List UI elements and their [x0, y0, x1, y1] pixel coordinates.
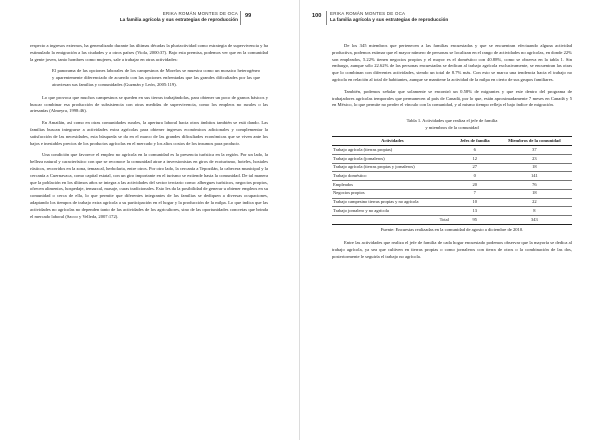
cell-heads: 0 — [453, 172, 497, 181]
cell-members: 18 — [497, 189, 572, 198]
cell-heads: 20 — [453, 181, 497, 190]
total-label: Total — [332, 215, 453, 224]
table-total-row — [332, 215, 572, 224]
cell-heads: 27 — [453, 163, 497, 172]
cell-members: 37 — [497, 146, 572, 155]
cell-heads: 6 — [453, 146, 497, 155]
table-caption — [332, 118, 572, 132]
right-page-number: 100 — [312, 13, 322, 19]
cell-activity: Trabajo agrícola (tierras propias y jornaleros) — [332, 163, 453, 172]
table-row — [332, 198, 572, 207]
table-row — [332, 181, 572, 190]
right-closing-paragraph: Entre las actividades que realiza el jefe de familia de cada hogar encuestado podemos observar que la mayoría se dedica al trabajo agrícola, ya sea que cultiven en tierras propias o como jornaleros con tierra de otros o la combinación de las dos, posteriormente le seguiría el trabajo no agrícola. — [332, 240, 572, 259]
cell-members: 76 — [497, 181, 572, 190]
left-block-quote: El panorama de las opciones laborales de los campesinos de Morelos se muestra como un mosaico heterogéneo y aparentemente diferenciado de acuerdo con las opciones enfrentadas que las grandes dificultades por las que atraviesan sus familias y comunidades (Guzmán y León, 2005:119). — [52, 68, 260, 87]
right-paragraph-2: También, podemos señalar que solamente se encontró un 0.58% de migrantes y que este dentro del programa de trabajadores agrícolas temporales que permanecen al país de Canadá, por lo que, están aproximadamente 7 meses en Canadá y 5 en México, lo que permite no perder el vínculo con la comunidad, y al mismo tiempo refleja el bajo índice de migración. — [332, 88, 572, 108]
activities-table — [332, 136, 572, 225]
column-header-members: Miembros de la comunidad — [497, 136, 572, 146]
right-running-header — [330, 11, 490, 23]
cell-members: 22 — [497, 198, 572, 207]
left-paragraph-3: En Amatlán, así como en otras comunidades rurales, la apertura laboral hacia otros ámbitos también se está dando. Las familias buscan integrarse a actividades extra agrícolas para obtener ingresos económicos adicionales y complementar la satisfacción de las necesidades, esta búsqueda se da en el marco de las grandes dificultades económicas que se viven ante los bajos e inestables precios de los productos agrícolas en el mercado y los altos costos de los insumos para producir. — [30, 120, 268, 146]
table-row — [332, 172, 572, 181]
total-members: 343 — [497, 215, 572, 224]
left-header-divider — [240, 11, 241, 25]
cell-heads: 10 — [453, 198, 497, 207]
table-caption-line-1: Tabla 1. Actividades que realiza el jefe de familia — [406, 118, 498, 124]
left-running-header — [98, 11, 238, 23]
cell-activity: Trabajo jornalero y no agrícola — [332, 207, 453, 216]
cell-members: 141 — [497, 172, 572, 181]
left-paragraph-4: Una condición que favorece el empleo no agrícola en la comunidad es la presencia turística en la región. Por un lado, la belleza natural y característico con que se reconoce la comunidad atrae a inversionistas en giros de ecoturismo, hoteles, hostales rústicos, recorridos en la zona, temazcal, herbolaria, entre otros. Por otro lado, la cercanía a Tepoztlán, la cabecera municipal y la cercanía a Cuernavaca, como capital estatal, con un giro importante en el turismo se extiende hasta la comunidad. De tal manera que la población en los últimos años se integra a las actividades del sector terciario como: albergues turísticos, negocios propios, ofrecen alimentos, hospedaje, temazcal, masaje, curas tradicionales. Esto les da la posibilidad de generar u obtener empleos en su comunidad o cerca de ella, lo que permite que diferentes integrantes de las familias se dediquen a diversas ocupaciones, adaptando los tiempos de trabajo extra agrícola a su participación en el hogar y la producción de la milpa. Lo que indica que las actividades no agrícolas no dependen tanto de las actividades de los agricultores, sino de las oportunidades concretas que brinda el mercado laboral (Sacco y Velleda, 2007:172). — [30, 152, 268, 219]
cell-members: 23 — [497, 154, 572, 163]
cell-members: 8 — [497, 207, 572, 216]
table-row — [332, 207, 572, 216]
right-paragraph-1: De los 345 miembros que pertenecen a las familias encuestadas y que se encuentran efectuando alguna actividad productiva, podemos estimar que el mayor número de personas se localizan en el rango de actividades no agrícolas, en donde 22% son empleados, 5.22% tienen negocios propios y el mayor es el doméstico con 40.88%, como se observa en la tabla 1. Sin embargo, aunque sólo 22.62% de las personas encuestadas se dedican al trabajo agrícola exclusivamente, se encuentran las otras que lo combinan con diferentes actividades, siendo un total de 8.7% más. Con esto se marca una tendencia hacia el trabajo no agrícola en relación al total de habitantes, aunque se mantiene la actividad de la milpa en cierto de sus grupos familiares. — [332, 43, 572, 82]
right-header-author: ERIKA ROMÁN MONTES DE OCA — [330, 11, 406, 16]
left-page-number: 99 — [245, 13, 252, 19]
cell-activity: Empleados — [332, 181, 453, 190]
cell-activity: Trabajo agrícola (tierras propias) — [332, 146, 453, 155]
right-header-title: La familia agrícola y sus estrategias de reproducción — [330, 17, 449, 23]
right-body-text — [332, 43, 572, 266]
table-header-row — [332, 136, 572, 146]
column-header-heads: Jefes de familia — [453, 136, 497, 146]
cell-activity: Negocios propios — [332, 189, 453, 198]
table-row — [332, 189, 572, 198]
cell-activity: Trabajo agrícola (jornaleros) — [332, 154, 453, 163]
table-row — [332, 154, 572, 163]
left-header-title: La familia agrícola y sus estrategias de reproducción — [119, 17, 238, 23]
cell-members: 18 — [497, 163, 572, 172]
left-header-author: ERIKA ROMÁN MONTES DE OCA — [162, 11, 238, 16]
table-row — [332, 146, 572, 155]
cell-heads: 12 — [453, 154, 497, 163]
left-body-text — [30, 43, 268, 225]
cell-activity: Trabajo campesino tierras propias y no agrícola — [332, 198, 453, 207]
total-heads: 95 — [453, 215, 497, 224]
table-row — [332, 163, 572, 172]
table-source-note: Fuente: Encuestas realizadas en la comunidad de agosto a diciembre de 2010. — [380, 226, 524, 232]
cell-heads: 13 — [453, 207, 497, 216]
table-caption-line-2: y miembros de la comunidad — [425, 124, 479, 130]
column-header-activities: Actividades — [332, 136, 453, 146]
right-header-divider — [326, 11, 327, 25]
left-paragraph-1: respecto a ingresos externos, ha generalizado durante las últimas décadas la pluriactividad como estrategia de supervivencia y ha estimulado la emigración a las ciudades y a otros países (Viola, 2000:37). Bajo esta premisa, podemos ver que en la comunidad la gente joven, tanto hombres como mujeres, sale a trabajar en otras actividades: — [30, 43, 268, 62]
cell-heads: 7 — [453, 189, 497, 198]
right-page — [300, 0, 600, 440]
left-paragraph-2: Lo que provoca que muchos campesinos se queden en sus tierras trabajándolas, para obtener un poco de granos básicos y buscar combinar esa producción de subsistencia con otras medidas de supervivencia, como los empleos no rurales o las artesanías (Almeyra, 1998:46). — [30, 94, 268, 114]
cell-activity: Trabajo doméstico — [332, 172, 453, 181]
